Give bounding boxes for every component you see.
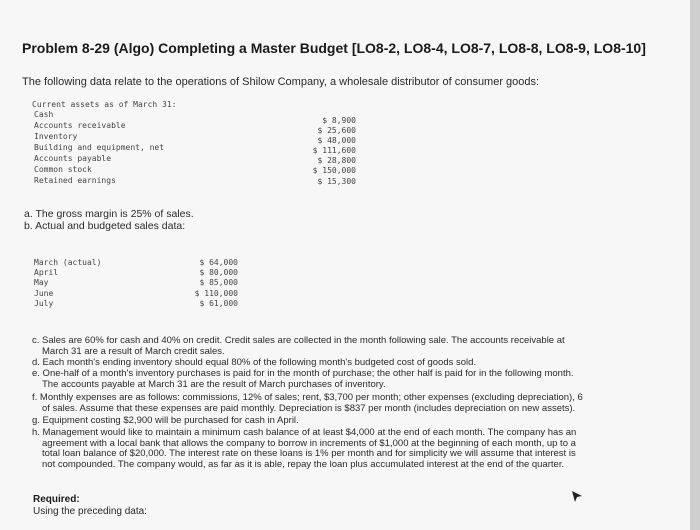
item-line: not compounded. The company would, as far as it is able, repay the loan plus accumulated interest at the end of the quarter. xyxy=(42,458,565,470)
item-c xyxy=(32,336,662,357)
sales-value: $ 80,000 xyxy=(199,268,238,277)
asset-value: $ 28,800 xyxy=(317,156,356,165)
problem-title: Problem 8-29 (Algo) Completing a Master Budget [LO8-2, LO8-4, LO8-7, LO8-8, LO8-9, LO8-10] xyxy=(22,40,646,56)
asset-label: Building and equipment, net xyxy=(34,143,165,152)
sales-month: April xyxy=(34,268,59,277)
sales-month: July xyxy=(34,299,54,308)
asset-value: $ 150,000 xyxy=(312,166,356,175)
note-a: a. The gross margin is 25% of sales. xyxy=(24,208,194,220)
mouse-cursor-icon xyxy=(570,490,584,504)
note-b: b. Actual and budgeted sales data: xyxy=(24,220,186,232)
scrollbar[interactable] xyxy=(690,0,700,530)
intro-text: The following data relate to the operations of Shilow Company, a wholesale distributor of consumer goods: xyxy=(22,76,540,88)
asset-value: $ 8,900 xyxy=(322,116,356,125)
item-g xyxy=(32,416,662,427)
item-line: f. Monthly expenses are as follows: commissions, 12% of sales; rent, $3,700 per month; other expenses (excluding depreciation), 6 xyxy=(32,392,583,403)
item-line: g. Equipment costing $2,900 will be purchased for cash in April. xyxy=(32,415,299,426)
sales-month: May xyxy=(34,278,49,287)
sales-value: $ 64,000 xyxy=(199,258,238,267)
sales-value: $ 85,000 xyxy=(199,278,238,287)
item-line: of sales. Assume that these expenses are paid monthly. Depreciation is $837 per month (includes depreciation on new assets). xyxy=(42,402,576,414)
sales-value: $ 110,000 xyxy=(194,289,238,298)
item-e xyxy=(32,369,662,390)
asset-value: $ 111,600 xyxy=(312,146,356,155)
asset-label: Accounts receivable xyxy=(34,121,126,130)
asset-label: Retained earnings xyxy=(34,176,116,185)
item-line: h. Management would like to maintain a minimum cash balance of at least $4,000 at the end of each month. The company has an xyxy=(32,427,577,438)
sales-month: March (actual) xyxy=(34,258,102,267)
asset-label: Inventory xyxy=(34,132,78,141)
item-line: d. Each month's ending inventory should equal 80% of the following month's budgeted cost of goods sold. xyxy=(32,357,477,368)
asset-value: $ 25,600 xyxy=(317,126,356,135)
item-line: total loan balance of $20,000. The interest rate on these loans is 1% per month and for simplicity we will assume that interest is xyxy=(42,448,576,459)
sales-month: June xyxy=(34,289,54,298)
item-line: agreement with a local bank that allows the company to borrow in increments of $1,000 at the beginning of each month, up to a xyxy=(42,437,576,449)
asset-label: Cash xyxy=(34,110,54,119)
item-f xyxy=(32,393,662,414)
using-text: Using the preceding data: xyxy=(33,506,147,517)
item-line: The accounts payable at March 31 are the result of March purchases of inventory. xyxy=(42,378,386,390)
asset-value: $ 48,000 xyxy=(317,136,356,145)
assets-heading: Current assets as of March 31: xyxy=(32,100,177,109)
asset-value: $ 15,300 xyxy=(317,177,356,186)
required-heading: Required: xyxy=(33,494,80,505)
item-line: March 31 are a result of March credit sales. xyxy=(42,345,225,357)
item-h xyxy=(32,428,662,470)
asset-label: Common stock xyxy=(34,165,92,174)
item-line: e. One-half of a month's inventory purchases is paid for in the month of purchase; the other half is paid for in the following month. xyxy=(32,368,574,379)
item-d xyxy=(32,358,662,369)
item-line: c. Sales are 60% for cash and 40% on credit. Credit sales are collected in the month following sale. The accounts receivable at xyxy=(32,335,565,346)
sales-value: $ 61,000 xyxy=(199,299,238,308)
asset-label: Accounts payable xyxy=(34,154,112,163)
